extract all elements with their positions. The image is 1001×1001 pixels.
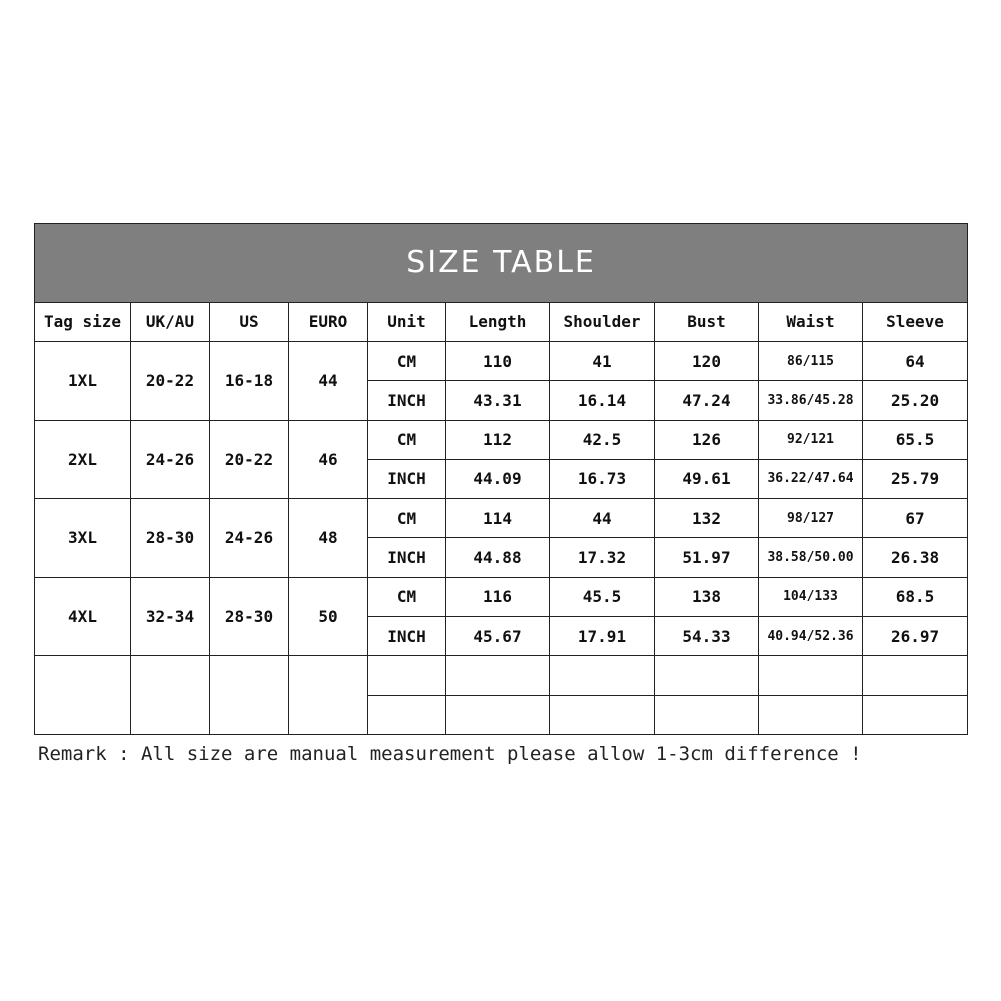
bust-cell: 49.61 <box>655 459 759 498</box>
size-row-cm <box>35 341 968 380</box>
empty-cell <box>759 656 863 695</box>
shoulder-cell: 45.5 <box>550 577 655 616</box>
unit-cell: INCH <box>368 616 446 655</box>
tag-size-cell: 4XL <box>35 577 131 656</box>
unit-cell: CM <box>368 341 446 380</box>
unit-cell: CM <box>368 420 446 459</box>
header-unit: Unit <box>368 302 446 341</box>
length-cell: 110 <box>446 341 550 380</box>
tag-size-cell: 2XL <box>35 420 131 499</box>
header-bust: Bust <box>655 302 759 341</box>
length-cell: 116 <box>446 577 550 616</box>
uk-au-cell: 20-22 <box>131 341 210 420</box>
waist-cell: 92/121 <box>759 420 863 459</box>
empty-row <box>35 656 968 695</box>
shoulder-cell: 17.32 <box>550 538 655 577</box>
bust-cell: 132 <box>655 499 759 538</box>
sleeve-cell: 65.5 <box>863 420 968 459</box>
empty-cell <box>550 695 655 734</box>
empty-cell <box>655 695 759 734</box>
length-cell: 112 <box>446 420 550 459</box>
unit-cell: CM <box>368 499 446 538</box>
us-cell: 28-30 <box>210 577 289 656</box>
size-row-cm <box>35 577 968 616</box>
uk-au-cell: 28-30 <box>131 499 210 578</box>
bust-cell: 47.24 <box>655 381 759 420</box>
euro-cell: 48 <box>289 499 368 578</box>
empty-cell <box>289 656 368 735</box>
bust-cell: 51.97 <box>655 538 759 577</box>
euro-cell: 50 <box>289 577 368 656</box>
waist-cell: 38.58/50.00 <box>759 538 863 577</box>
us-cell: 24-26 <box>210 499 289 578</box>
us-cell: 20-22 <box>210 420 289 499</box>
empty-cell <box>210 656 289 735</box>
sleeve-cell: 67 <box>863 499 968 538</box>
bust-cell: 138 <box>655 577 759 616</box>
unit-cell: INCH <box>368 381 446 420</box>
euro-cell: 44 <box>289 341 368 420</box>
empty-cell <box>35 656 131 735</box>
unit-cell: CM <box>368 577 446 616</box>
sleeve-cell: 25.79 <box>863 459 968 498</box>
sleeve-cell: 64 <box>863 341 968 380</box>
waist-cell: 36.22/47.64 <box>759 459 863 498</box>
sleeve-cell: 26.97 <box>863 616 968 655</box>
length-cell: 43.31 <box>446 381 550 420</box>
shoulder-cell: 44 <box>550 499 655 538</box>
header-euro: EURO <box>289 302 368 341</box>
length-cell: 114 <box>446 499 550 538</box>
waist-cell: 104/133 <box>759 577 863 616</box>
shoulder-cell: 41 <box>550 341 655 380</box>
table-title: SIZE TABLE <box>35 224 968 303</box>
shoulder-cell: 16.14 <box>550 381 655 420</box>
size-table <box>34 223 968 735</box>
shoulder-cell: 17.91 <box>550 616 655 655</box>
header-tag-size: Tag size <box>35 302 131 341</box>
header-length: Length <box>446 302 550 341</box>
empty-cell <box>550 656 655 695</box>
sleeve-cell: 25.20 <box>863 381 968 420</box>
euro-cell: 46 <box>289 420 368 499</box>
length-cell: 44.88 <box>446 538 550 577</box>
empty-cell <box>368 695 446 734</box>
bust-cell: 54.33 <box>655 616 759 655</box>
tag-size-cell: 1XL <box>35 341 131 420</box>
title-row <box>35 224 968 303</box>
header-row <box>35 302 968 341</box>
header-uk-au: UK/AU <box>131 302 210 341</box>
sleeve-cell: 26.38 <box>863 538 968 577</box>
uk-au-cell: 32-34 <box>131 577 210 656</box>
empty-cell <box>759 695 863 734</box>
empty-cell <box>863 656 968 695</box>
bust-cell: 120 <box>655 341 759 380</box>
empty-cell <box>446 695 550 734</box>
bust-cell: 126 <box>655 420 759 459</box>
header-waist: Waist <box>759 302 863 341</box>
size-row-cm <box>35 420 968 459</box>
waist-cell: 86/115 <box>759 341 863 380</box>
empty-cell <box>446 656 550 695</box>
waist-cell: 40.94/52.36 <box>759 616 863 655</box>
unit-cell: INCH <box>368 459 446 498</box>
header-shoulder: Shoulder <box>550 302 655 341</box>
empty-cell <box>863 695 968 734</box>
waist-cell: 98/127 <box>759 499 863 538</box>
length-cell: 44.09 <box>446 459 550 498</box>
tag-size-cell: 3XL <box>35 499 131 578</box>
waist-cell: 33.86/45.28 <box>759 381 863 420</box>
sleeve-cell: 68.5 <box>863 577 968 616</box>
uk-au-cell: 24-26 <box>131 420 210 499</box>
shoulder-cell: 16.73 <box>550 459 655 498</box>
shoulder-cell: 42.5 <box>550 420 655 459</box>
empty-cell <box>655 656 759 695</box>
empty-cell <box>131 656 210 735</box>
empty-cell <box>368 656 446 695</box>
size-row-cm <box>35 499 968 538</box>
remark-text: Remark : All size are manual measurement please allow 1-3cm difference ! <box>38 743 862 765</box>
unit-cell: INCH <box>368 538 446 577</box>
header-sleeve: Sleeve <box>863 302 968 341</box>
us-cell: 16-18 <box>210 341 289 420</box>
header-us: US <box>210 302 289 341</box>
length-cell: 45.67 <box>446 616 550 655</box>
